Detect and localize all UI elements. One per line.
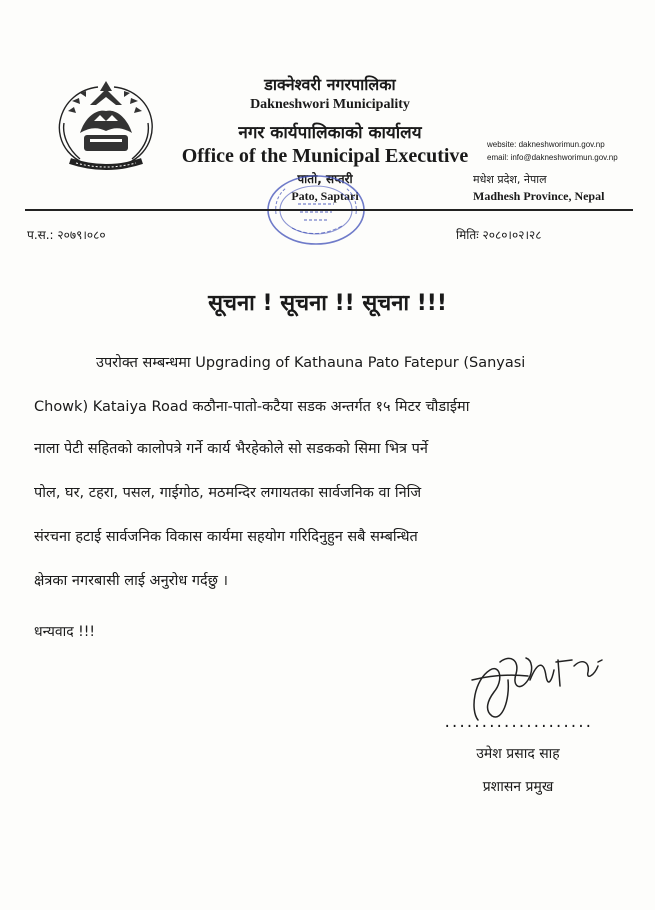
notice-line-5: संरचना हटाई सार्वजनिक विकास कार्यमा सहयोग गरिदिनुहुन सबै सम्बन्धित [34, 529, 418, 545]
notice-line-6: क्षेत्रका नगरबासी लाई अनुरोध गर्दछु । [34, 573, 229, 589]
notice-date: मितिः २०८०।०२।२८ [456, 228, 542, 242]
thanks-text: धन्यवाद !!! [34, 624, 95, 640]
notice-line-3: नाला पेटी सहितको कालोपत्रे गर्ने कार्य भैरहेकोले सो सडकको सिमा भित्र पर्ने [34, 441, 428, 457]
signature-line: .................... [443, 715, 592, 731]
address-english: Pato, Saptari [291, 189, 359, 203]
reference-number: प.स.: २०७९।०८० [27, 228, 106, 242]
municipality-name-english: Dakneshwori Municipality [250, 97, 410, 112]
signatory-name: उमेश प्रसाद साह [476, 746, 560, 762]
signatory-title: प्रशासन प्रमुख [482, 779, 554, 795]
website-text: website: dakneshworimun.gov.np [487, 140, 605, 149]
office-name-english: Office of the Municipal Executive [181, 145, 469, 167]
address-nepali: पातो, सप्तरी [297, 172, 353, 186]
province-nepali: मधेश प्रदेश, नेपाल [473, 173, 547, 186]
office-name-nepali: नगर कार्यपालिकाको कार्यालय [238, 123, 422, 143]
notice-line-1: उपरोक्त सम्बन्धमा Upgrading of Kathauna Pato Fatepur (Sanyasi [96, 355, 526, 371]
email-text: email: info@dakneshworimun.gov.np [487, 153, 618, 162]
notice-title: सूचना ! सूचना !! सूचना !!! [208, 291, 447, 316]
municipality-name-nepali: डाक्नेश्वरी नगरपालिका [264, 75, 396, 94]
province-english: Madhesh Province, Nepal [473, 189, 605, 203]
notice-line-4: पोल, घर, टहरा, पसल, गाईगोठ, मठमन्दिर लगायतका सार्वजनिक वा निजि [34, 485, 422, 501]
header-divider [25, 209, 633, 211]
notice-line-2: Chowk) Kataiya Road कठौना-पातो-कटैया सडक अन्तर्गत १५ मिटर चौडाईमा [34, 399, 470, 415]
nepal-government-emblem-icon [50, 75, 162, 173]
